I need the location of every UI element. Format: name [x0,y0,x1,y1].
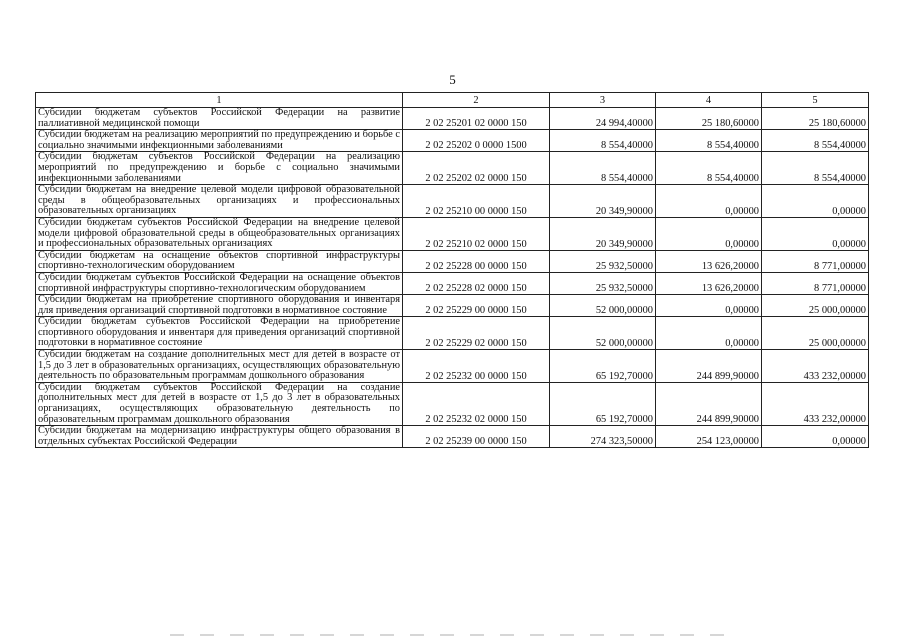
row-description: Субсидии бюджетам на внедрение целевой модели цифровой образовательной среды в общеобразовательных организациях и профессиональных образовательных организациях [36,185,403,218]
header-row [36,93,869,108]
row-value-3: 8 554,40000 [550,130,656,152]
row-code: 2 02 25210 00 0000 150 [403,185,550,218]
row-code: 2 02 25228 00 0000 150 [403,250,550,272]
row-value-4: 254 123,00000 [656,426,762,448]
page-number: 5 [449,72,456,87]
row-value-4: 244 899,90000 [656,382,762,425]
table-row [36,185,869,218]
row-value-5: 8 554,40000 [762,152,869,185]
row-value-3: 52 000,00000 [550,317,656,350]
column-header-5: 5 [762,93,869,108]
row-value-5: 8 554,40000 [762,130,869,152]
row-value-3: 25 932,50000 [550,272,656,294]
row-code: 2 02 25228 02 0000 150 [403,272,550,294]
row-value-3: 274 323,50000 [550,426,656,448]
row-value-4: 0,00000 [656,185,762,218]
table-row [36,295,869,317]
table-row [36,272,869,294]
row-value-4: 244 899,90000 [656,350,762,383]
row-description: Субсидии бюджетам субъектов Российской Федерации на реализацию мероприятий по предупреждению и борьбе с социально значимыми инфекционными заболеваниями [36,152,403,185]
table-row [36,250,869,272]
row-code: 2 02 25202 02 0000 150 [403,152,550,185]
row-value-5: 0,00000 [762,185,869,218]
column-header-3: 3 [550,93,656,108]
row-value-3: 25 932,50000 [550,250,656,272]
row-description: Субсидии бюджетам на приобретение спортивного оборудования и инвентаря для приведения организаций спортивной подготовки в нормативное состояние [36,295,403,317]
scan-artifact-line [170,634,730,636]
row-value-4: 0,00000 [656,317,762,350]
column-header-1: 1 [36,93,403,108]
row-description: Субсидии бюджетам на создание дополнительных мест для детей в возрасте от 1,5 до 3 лет в образовательных организациях, осуществляющих образовательную деятельность по образовательным программам дошкольного образования [36,350,403,383]
table-row [36,152,869,185]
row-code: 2 02 25239 00 0000 150 [403,426,550,448]
row-value-5: 0,00000 [762,217,869,250]
row-value-4: 8 554,40000 [656,130,762,152]
row-value-3: 65 192,70000 [550,350,656,383]
row-value-5: 433 232,00000 [762,350,869,383]
row-value-5: 8 771,00000 [762,272,869,294]
row-code: 2 02 25202 0 0000 1500 [403,130,550,152]
row-value-4: 0,00000 [656,217,762,250]
row-description: Субсидии бюджетам субъектов Российской Федерации на оснащение объектов спортивной инфраструктуры спортивно-технологическим оборудованием [36,272,403,294]
row-value-4: 8 554,40000 [656,152,762,185]
row-value-3: 52 000,00000 [550,295,656,317]
row-description: Субсидии бюджетам субъектов Российской Федерации на внедрение целевой модели цифровой образовательной среды в общеобразовательных организациях и профессиональных образовательных организациях [36,217,403,250]
table-row [36,350,869,383]
table-row [36,130,869,152]
budget-table [35,92,869,448]
row-code: 2 02 25232 00 0000 150 [403,350,550,383]
row-value-5: 433 232,00000 [762,382,869,425]
row-description: Субсидии бюджетам субъектов Российской Федерации на развитие паллиативной медицинской помощи [36,108,403,130]
row-value-5: 8 771,00000 [762,250,869,272]
row-code: 2 02 25229 00 0000 150 [403,295,550,317]
row-value-4: 25 180,60000 [656,108,762,130]
row-value-3: 65 192,70000 [550,382,656,425]
table-row [36,317,869,350]
table-row [36,426,869,448]
row-description: Субсидии бюджетам на оснащение объектов спортивной инфраструктуры спортивно-технологическим оборудованием [36,250,403,272]
table-row [36,108,869,130]
row-value-4: 13 626,20000 [656,250,762,272]
row-value-5: 0,00000 [762,426,869,448]
row-value-5: 25 000,00000 [762,317,869,350]
row-value-4: 13 626,20000 [656,272,762,294]
row-value-5: 25 000,00000 [762,295,869,317]
row-description: Субсидии бюджетам на реализацию мероприятий по предупреждению и борьбе с социально значимыми инфекционными заболеваниями [36,130,403,152]
row-description: Субсидии бюджетам субъектов Российской Федерации на приобретение спортивного оборудования и инвентаря для приведения организаций спортивной подготовки в нормативное состояние [36,317,403,350]
table-row [36,382,869,425]
row-code: 2 02 25210 02 0000 150 [403,217,550,250]
row-description: Субсидии бюджетам на модернизацию инфраструктуры общего образования в отдельных субъектах Российской Федерации [36,426,403,448]
row-code: 2 02 25201 02 0000 150 [403,108,550,130]
row-description: Субсидии бюджетам субъектов Российской Федерации на создание дополнительных мест для детей в возрасте от 1,5 до 3 лет в образовательных организациях, осуществляющих образовательную деятельность по образовательным программам дошкольного образования [36,382,403,425]
row-value-3: 20 349,90000 [550,185,656,218]
row-value-4: 0,00000 [656,295,762,317]
row-value-3: 8 554,40000 [550,152,656,185]
table-row [36,217,869,250]
row-value-3: 24 994,40000 [550,108,656,130]
row-value-3: 20 349,90000 [550,217,656,250]
row-value-5: 25 180,60000 [762,108,869,130]
column-header-4: 4 [656,93,762,108]
column-header-2: 2 [403,93,550,108]
row-code: 2 02 25232 02 0000 150 [403,382,550,425]
row-code: 2 02 25229 02 0000 150 [403,317,550,350]
